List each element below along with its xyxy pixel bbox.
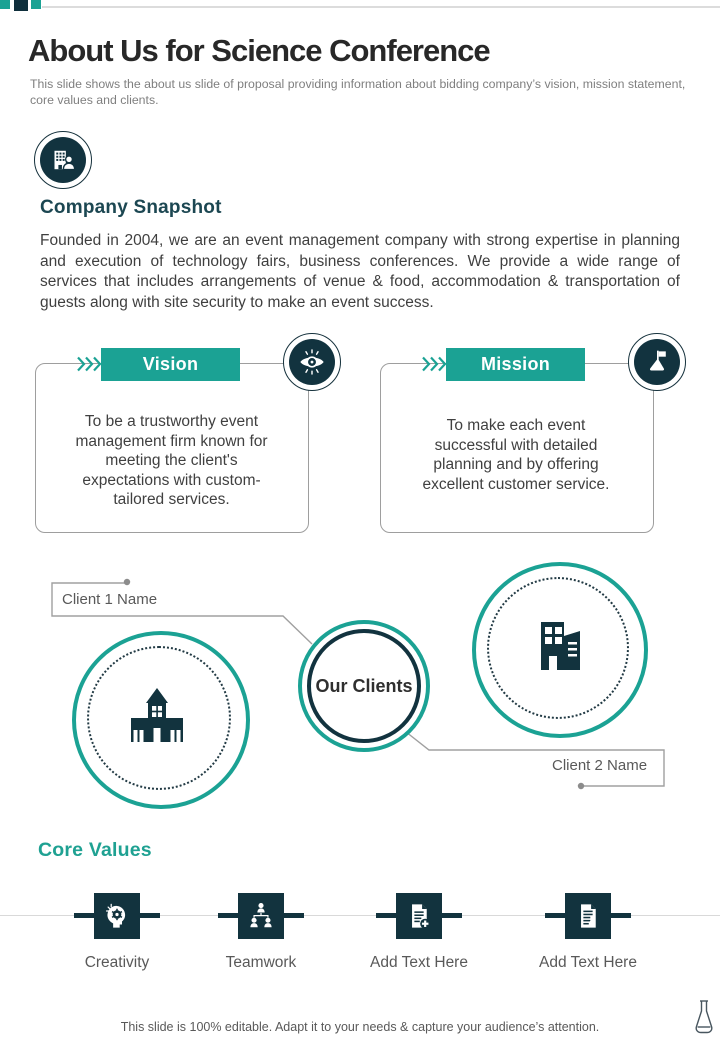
page-subtitle xyxy=(30,77,685,108)
arrow-chevrons-mission xyxy=(421,356,447,372)
vision-text: To be a trustworthy event management firm known for meeting the client's expectations with custom-tailored services. xyxy=(75,413,268,508)
arrow-chevrons-vision xyxy=(76,356,102,372)
core-value-label: Add Text Here xyxy=(539,954,637,971)
mission-flag-badge xyxy=(628,333,686,391)
core-values-heading: Core Values xyxy=(38,839,152,861)
flag-mountain-icon xyxy=(634,339,680,385)
eye-icon xyxy=(289,339,335,385)
add-document-icon xyxy=(565,893,611,939)
connector-stub xyxy=(441,913,462,918)
accent-square-navy xyxy=(14,0,28,11)
our-clients-circle xyxy=(298,620,430,752)
mission-label: Mission xyxy=(480,354,551,374)
mission-header-bar xyxy=(446,348,585,381)
add-document-icon xyxy=(396,893,442,939)
company-snapshot-badge xyxy=(34,131,92,189)
connector-stub xyxy=(610,913,631,918)
subtitle-line-1: This slide shows the about us slide of proposal providing information about bidding company’s vision, mission statement, xyxy=(30,77,686,91)
subtitle-line-2: core values and clients. xyxy=(30,92,159,107)
accent-square-teal-1 xyxy=(0,0,10,9)
page-title: About Us for Science Conference xyxy=(28,33,490,68)
footer-note: This slide is 100% editable. Adapt it to your needs & capture your audience’s attention. xyxy=(120,1020,600,1034)
client1-label: Client 1 Name xyxy=(62,591,158,608)
accent-square-teal-2 xyxy=(31,0,41,9)
connector-stub xyxy=(283,913,304,918)
connector-stub xyxy=(376,913,397,918)
company-snapshot-body: Founded in 2004, we are an event management company with strong expertise in planning and execution of technology fairs, business conferences. We provide a wide range of services that includes arrangements of venue & food, accommodation & transportation of guests along with site security to make an event success. xyxy=(40,232,680,311)
vision-label: Vision xyxy=(142,354,199,374)
vision-header-bar xyxy=(101,348,240,381)
teamwork-icon xyxy=(238,893,284,939)
connector-stub xyxy=(74,913,95,918)
client2-label: Client 2 Name xyxy=(552,757,648,774)
creativity-icon xyxy=(94,893,140,939)
vision-eye-badge xyxy=(283,333,341,391)
connector-stub xyxy=(545,913,566,918)
company-snapshot-heading: Company Snapshot xyxy=(40,197,222,218)
mission-text: To make each event successful with detailed planning and by offering excellent customer service. xyxy=(422,417,610,493)
building-person-icon xyxy=(40,137,86,183)
office-building-icon xyxy=(516,606,596,686)
core-value-label: Creativity xyxy=(84,954,150,971)
core-value-label: Teamwork xyxy=(225,954,297,971)
top-divider-line xyxy=(42,6,720,8)
flask-icon xyxy=(693,999,715,1037)
church-building-icon xyxy=(117,676,197,756)
core-value-label: Add Text Here xyxy=(370,954,468,971)
our-clients-heading: Our Clients xyxy=(315,675,413,696)
connector-stub xyxy=(139,913,160,918)
connector-stub xyxy=(218,913,239,918)
our-clients-inner-ring xyxy=(307,629,421,743)
